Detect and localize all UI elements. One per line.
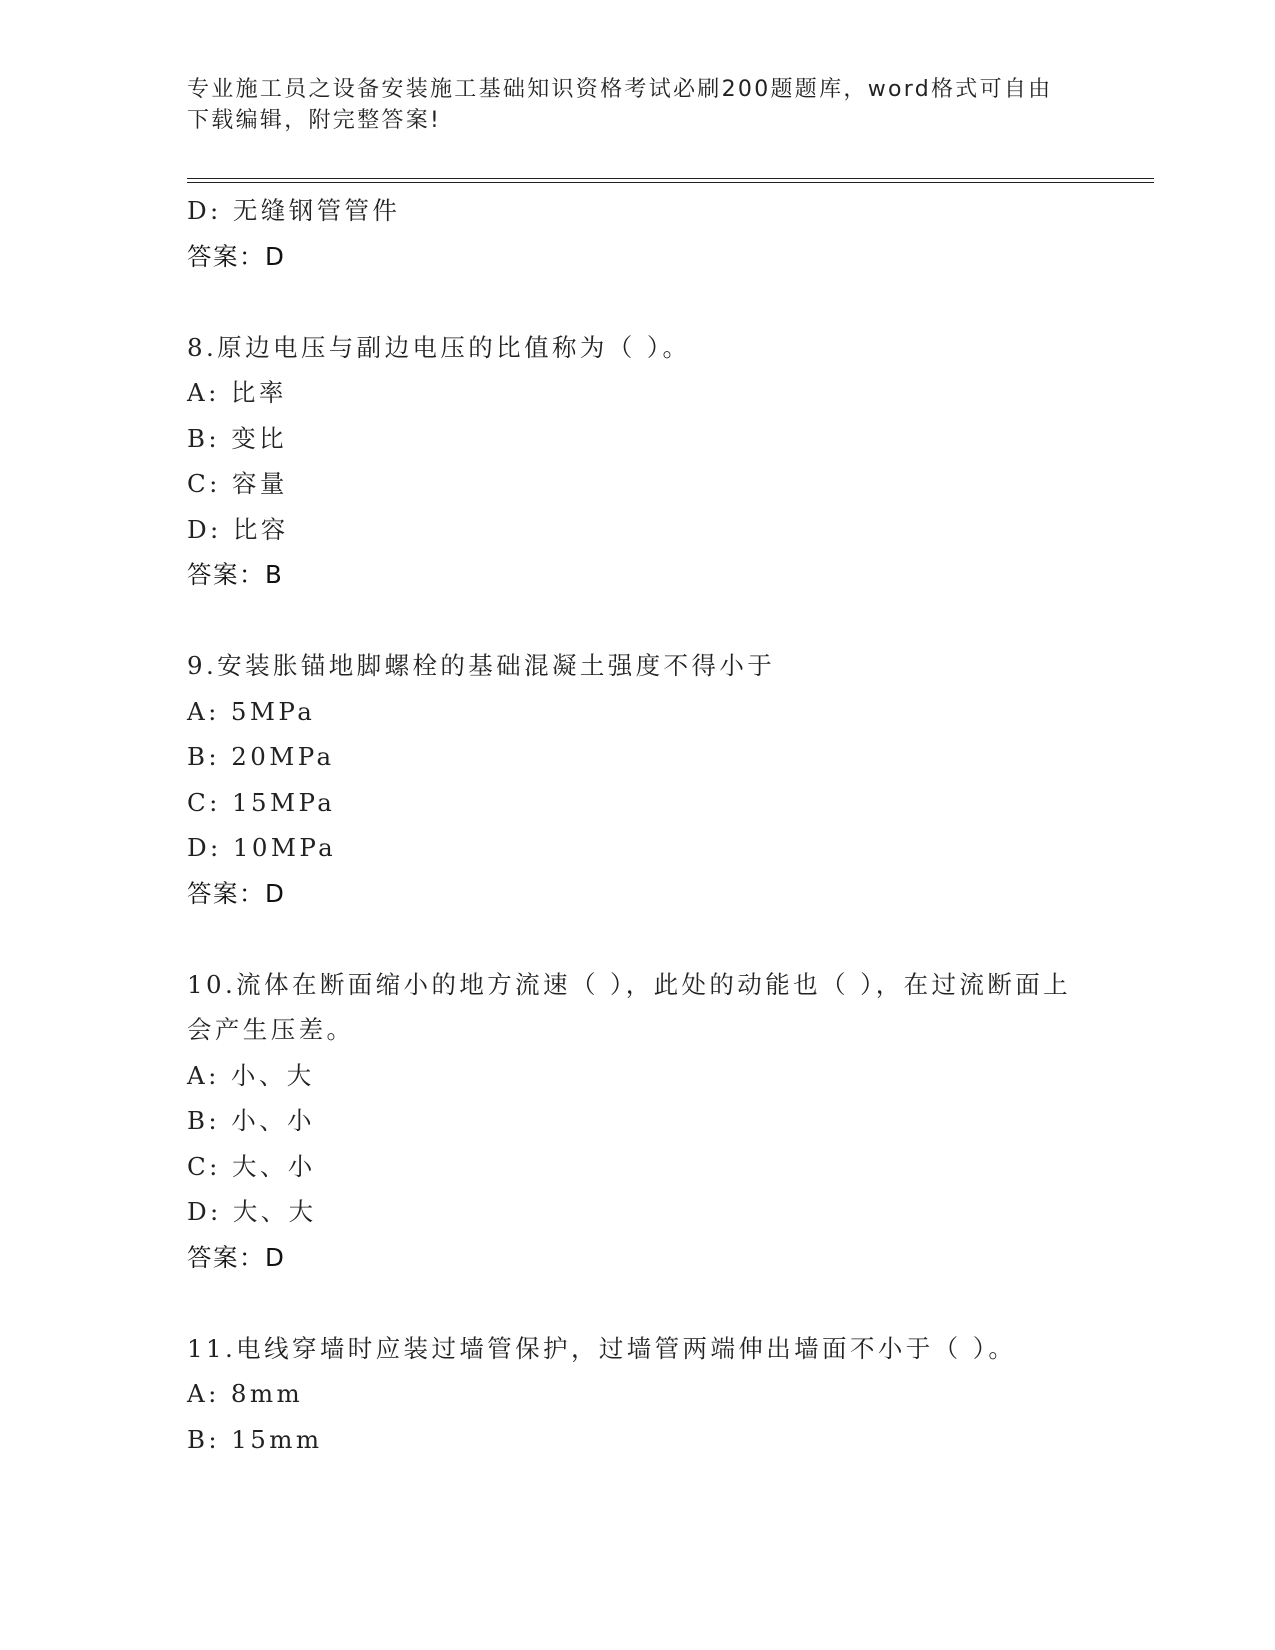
header-rule-bottom bbox=[187, 182, 1154, 183]
question-10 bbox=[187, 962, 1154, 1281]
option-a: A: 小、大 bbox=[187, 1060, 315, 1090]
option-b: B: 变比 bbox=[187, 423, 288, 453]
option-b: B: 15mm bbox=[187, 1424, 323, 1454]
spacer bbox=[187, 916, 1154, 962]
option-d: D: 10MPa bbox=[187, 833, 337, 862]
option-a: A: 5MPa bbox=[187, 696, 316, 726]
spacer bbox=[187, 279, 1154, 325]
answer: 答案：D bbox=[187, 1242, 286, 1272]
question-text: 9.安装胀锚地脚螺栓的基础混凝土强度不得小于 bbox=[187, 651, 776, 680]
spacer bbox=[187, 1280, 1154, 1326]
document-body bbox=[187, 188, 1154, 1462]
question-8 bbox=[187, 325, 1154, 598]
spacer bbox=[187, 598, 1154, 644]
answer: 答案：B bbox=[187, 560, 284, 589]
question-text: 8.原边电压与副边电压的比值称为（ ）。 bbox=[187, 332, 691, 362]
option-c: C: 15MPa bbox=[187, 787, 336, 817]
option-b: B: 20MPa bbox=[187, 742, 335, 771]
option-c: C: 容量 bbox=[187, 469, 288, 498]
question-text: 10.流体在断面缩小的地方流速（ ），此处的动能也（ ），在过流断面上会产生压差。 bbox=[187, 969, 1072, 1044]
option-b: B: 小、小 bbox=[187, 1106, 315, 1135]
q7-answer: 答案：D bbox=[187, 241, 286, 271]
answer: 答案：D bbox=[187, 878, 286, 908]
option-d: D: 比容 bbox=[187, 514, 289, 544]
document-header: 专业施工员之设备安装施工基础知识资格考试必刷200题题库，word格式可自由下载编辑，附完整答案! bbox=[187, 77, 1053, 133]
header-rule-top bbox=[187, 178, 1154, 179]
q7-option-d: D: 无缝钢管管件 bbox=[187, 196, 401, 225]
option-d: D: 大、大 bbox=[187, 1197, 317, 1226]
question-9 bbox=[187, 643, 1154, 916]
question-11 bbox=[187, 1326, 1154, 1463]
option-c: C: 大、小 bbox=[187, 1151, 316, 1181]
question-text: 11.电线穿墙时应装过墙管保护，过墙管两端伸出墙面不小于（ ）。 bbox=[187, 1333, 1017, 1363]
option-a: A: 8mm bbox=[187, 1379, 304, 1408]
option-a: A: 比率 bbox=[187, 378, 287, 407]
